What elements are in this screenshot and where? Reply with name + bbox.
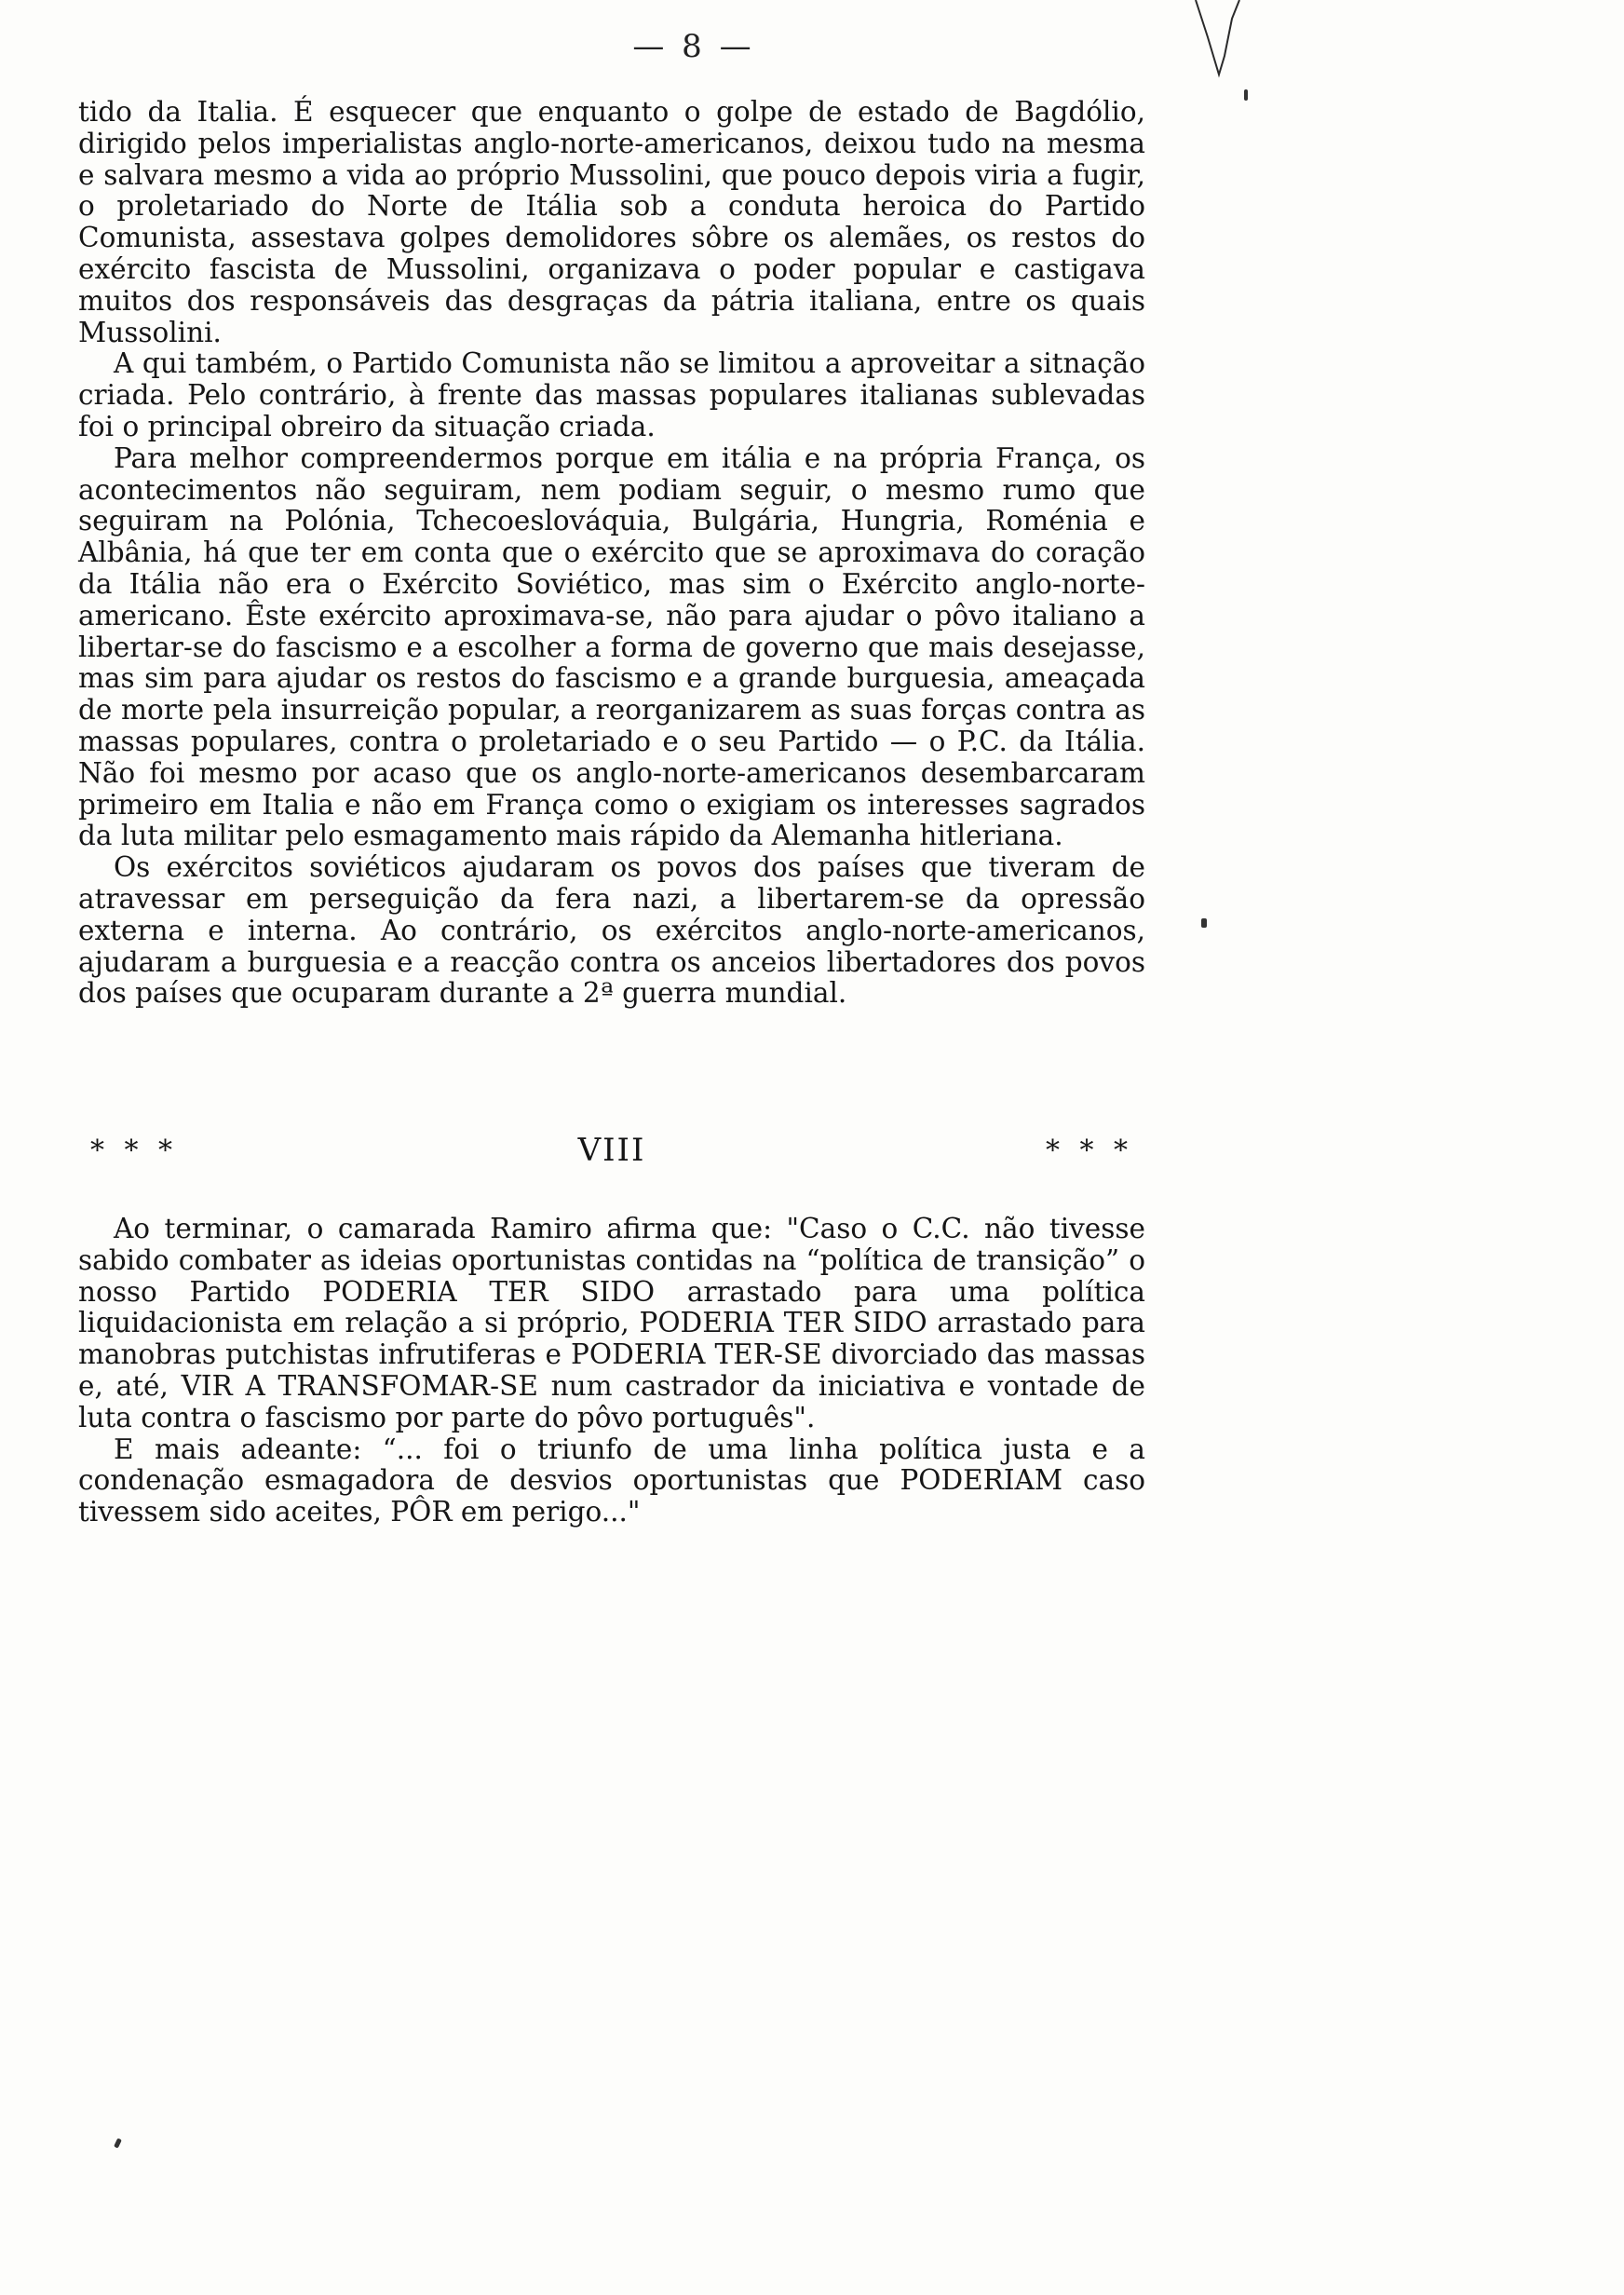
paragraph: tido da Italia. É esquecer que enquanto o golpe de estado de Bagdólio, dirigido pelos imperialistas anglo-norte-americanos, deixou tudo na mesma e salvara mesmo a vida ao próprio Mussolini, que pouco depois viria a fugir, o proletariado do Norte de Itália sob a conduta heroica do Partido Comunista, assestava golpes demolidores sôbre os alemães, os restos do exército fascista de Mussolini, organizava o poder popular e castigava muitos dos responsáveis das desgraças da pátria italiana, entre os quais Mussolini. [78, 96, 1145, 348]
section-numeral: VIII [577, 1132, 646, 1169]
section-stars-right: * * * [1045, 1134, 1134, 1167]
section-heading [78, 1132, 1145, 1169]
margin-mark [114, 2138, 122, 2148]
body-text-before-section [78, 97, 1145, 1010]
body-text-after-section [78, 1214, 1145, 1528]
paragraph: Os exércitos soviéticos ajudaram os povos dos países que tiveram de atravessar em perseguição da fera nazi, a libertarem-se da opressão externa e interna. Ao contrário, os exércitos anglo-norte-americanos, ajudaram a burguesia e a reacção contra os anceios libertadores dos povos dos países que ocuparam durante a 2ª guerra mundial. [78, 851, 1145, 1010]
page-number: — 8 — [632, 28, 755, 65]
section-stars-left: * * * [89, 1134, 179, 1167]
paragraph: A qui também, o Partido Comunista não se limitou a aproveitar a sitnação criada. Pelo contrário, à frente das massas populares italianas sublevadas foi o principal obreiro da situação criada. [78, 347, 1145, 442]
margin-mark [1244, 89, 1248, 101]
margin-mark [1201, 918, 1207, 928]
paragraph: Para melhor compreendermos porque em itália e na própria França, os acontecimentos não seguiram, nem podiam seguir, o mesmo rumo que seguiram na Polónia, Tchecoeslováquia, Bulgária, Hungria, Roménia e Albânia, há que ter em conta que o exército que se aproximava do coração da Itália não era o Exército Soviético, mas sim o Exército anglo-norte-americano. Êste exército aproximava-se, não para ajudar o pôvo italiano a libertar-se do fascismo e a escolher a forma de governo que mais desejasse, mas sim para ajudar os restos do fascismo e a grande burguesia, ameaçada de morte pela insurreição popular, a reorganizarem as suas forças contra as massas populares, contra o proletariado e o seu Partido — o P.C. da Itália. Não foi mesmo por acaso que os anglo-norte-americanos desembarcaram primeiro em Italia e não em França como o exigiam os interesses sagrados da luta militar pelo esmagamento mais rápido da Alemanha hitleriana. [78, 441, 1145, 852]
paragraph: E mais adeante: “... foi o triunfo de uma linha política justa e a condenação esmagadora de desvios oportunistas que PODERIAM caso tivessem sido aceites, PÔR em perigo..." [78, 1433, 1145, 1528]
paragraph: Ao terminar, o camarada Ramiro afirma que: "Caso o C.C. não tivesse sabido combater as ideias oportunistas contidas na “política de transição” o nosso Partido PODERIA TER SIDO arrastado para uma política liquidacionista em relação a si próprio, PODERIA TER SIDO arrastado para manobras putchistas infrutiferas e PODERIA TER-SE divorciado das massas e, até, VIR A TRANSFOMAR-SE num castrador da iniciativa e vontade de luta contra o fascismo por parte do pôvo português". [78, 1213, 1145, 1433]
